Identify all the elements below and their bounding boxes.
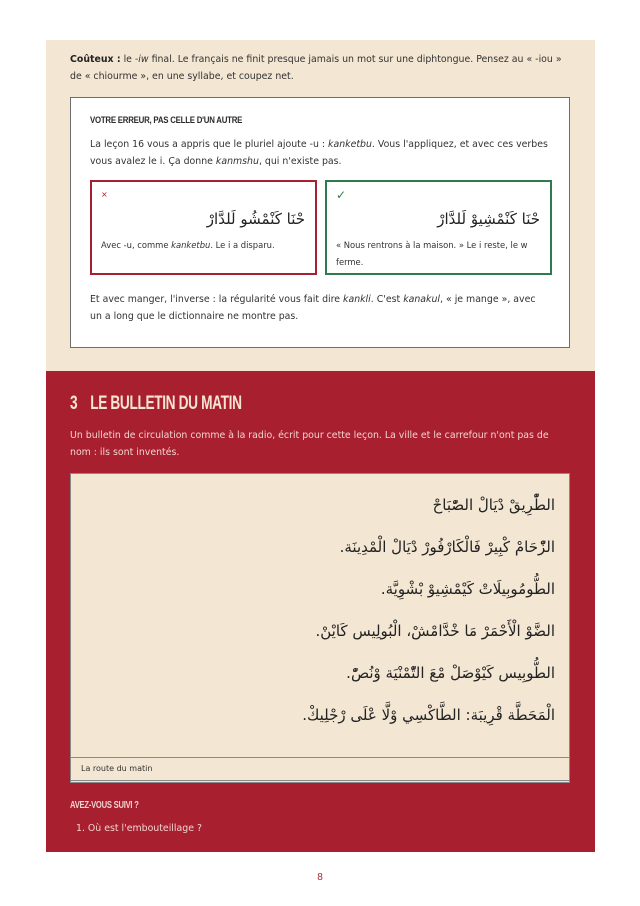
intro-text-1: La leçon 16 vous a appris que le pluriel ajoute -u : — [90, 139, 329, 150]
correct-example-card — [325, 180, 552, 275]
quiz-list — [76, 823, 202, 834]
intro-text-3: , qui n'existe pas. — [258, 156, 342, 167]
intro-text-2: . Vous l'appliquez, et avec ces verbes vous avalez le i. Ça donne — [90, 139, 548, 167]
intro-word-1: kanketbu — [328, 139, 372, 150]
intro-word-2: kanmshu — [215, 156, 259, 167]
section-number: 3 — [70, 393, 78, 414]
bulletin-line: الزّْحَامْ كْبِيرْ فَالْكَارْفُورْ دْيَالْ الْمْدِينَة. — [339, 538, 555, 556]
section-title: LE BULLETIN DU MATIN — [90, 393, 242, 414]
mistake-title: VOTRE ERREUR, PAS CELLE D'UN AUTRE — [90, 115, 243, 126]
bulletin-line: الطّْرِيقْ دْيَالْ الصّْبَاحْ — [432, 496, 555, 514]
bulletin-text-box — [70, 473, 570, 783]
pronunciation-note — [70, 51, 570, 85]
outro-text-2: . C'est — [370, 294, 404, 305]
mistake-intro — [90, 136, 550, 170]
bulletin-caption: La route du matin — [70, 757, 570, 781]
outro-text-3: , « je mange », avec un a long que le dictionnaire ne montre pas. — [90, 294, 536, 322]
wrong-caption-2: . Le i a disparu. — [210, 240, 275, 250]
wrong-caption-1: Avec -u, comme — [101, 240, 172, 250]
cross-icon: × — [101, 190, 108, 199]
common-mistake-box — [70, 97, 570, 348]
note-suffix: -iw — [134, 54, 149, 65]
section-intro: Un bulletin de circulation comme à la radio, écrit pour cette leçon. La ville et le carrefour n'ont pas de nom : ils sont inventés. — [70, 430, 549, 458]
bulletin-line: الْمَحَطَّة قْرِيبَة: الطَّاكْسِي وْلَّا عْلَى رْجْلِيكْ. — [302, 706, 555, 724]
bulletin-line: الطُّومُوبِيلَاتْ كَيْمْشِيوْ بْشْوِيَّة. — [380, 580, 555, 598]
note-text-before: le — [123, 54, 132, 65]
outro-word-2: kanakul — [403, 294, 441, 305]
correct-arabic: حْنَا كَنْمْشِيوْ لَلدَّارْ — [437, 210, 540, 228]
correct-caption: « Nous rentrons à la maison. » Le i reste, le w ferme. — [336, 240, 528, 267]
section-heading — [70, 393, 242, 415]
note-label: Coûteux : — [70, 54, 121, 65]
bulletin-lines — [85, 488, 555, 740]
wrong-example-card — [90, 180, 317, 275]
mistake-outro — [90, 291, 550, 325]
wrong-caption — [101, 237, 306, 254]
quiz-question: 1. Où est l'embouteillage ? — [76, 823, 202, 834]
bulletin-line: الطُّوبِيس كَيْوْصَلْ مْعَ التّْمْنْيَة وْنُصّْ. — [346, 664, 555, 682]
checkmark-icon: ✓ — [336, 188, 347, 202]
page-number: 8 — [317, 872, 323, 883]
section-panel — [46, 371, 595, 852]
note-text-after: final. Le français ne finit presque jamais un mot sur une diphtongue. Pensez au « -iou » de « chiourme », en une syllabe, et coupez net. — [70, 54, 562, 82]
tip-panel — [46, 40, 595, 371]
wrong-arabic: حْنَا كَنْمْشُو لَلدَّارْ — [206, 210, 305, 228]
outro-text-1: Et avec manger, l'inverse : la régularité vous fait dire — [90, 294, 344, 305]
outro-word-1: kankli — [343, 294, 371, 305]
wrong-caption-word: kanketbu — [171, 240, 211, 250]
bulletin-line: الضَّوْ الْأَحْمَرْ مَا خْدَّامْشْ، الْبُولِيس كَايْنْ. — [315, 622, 555, 640]
quiz-heading: AVEZ-VOUS SUIVI ? — [70, 800, 139, 811]
